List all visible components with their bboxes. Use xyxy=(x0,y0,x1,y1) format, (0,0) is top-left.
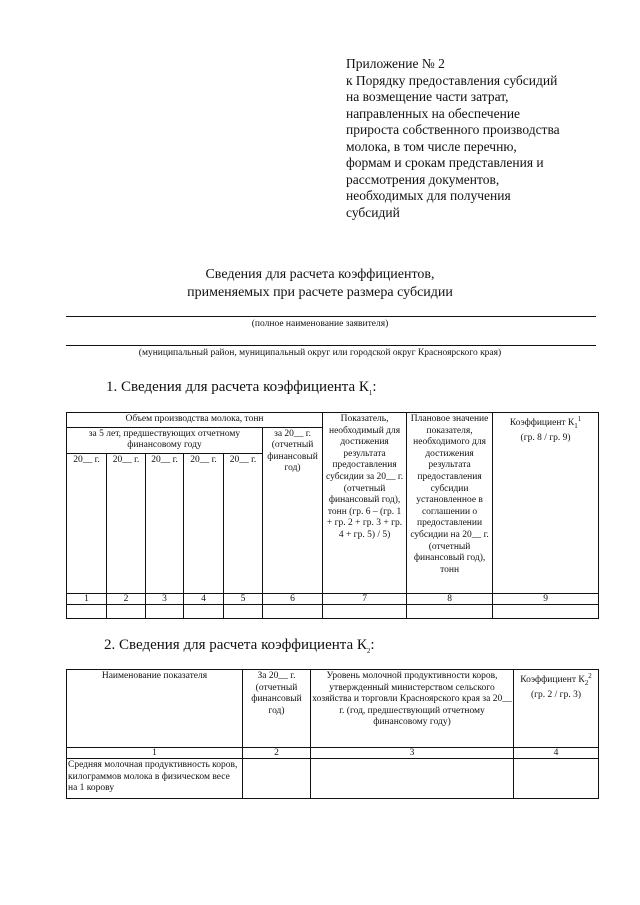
header-indicator-name: Наименование показателя xyxy=(67,670,243,748)
title-line-1: Сведения для расчета коэффициентов, xyxy=(205,267,435,282)
coef-formula: (гр. 2 / гр. 3) xyxy=(530,689,581,700)
coef-subscript: 1 xyxy=(574,422,578,431)
column-number: 1 xyxy=(67,593,107,604)
section-2-title-subscript: 2 xyxy=(366,647,371,655)
header-year-cell: 20__ г. xyxy=(67,453,107,593)
appendix-line: направленных на обеспечение xyxy=(346,105,521,121)
coef-subscript: 2 xyxy=(584,679,589,688)
data-cell[interactable] xyxy=(407,604,493,618)
header-coefficient-k1 xyxy=(493,413,599,594)
column-number: 8 xyxy=(407,593,493,604)
coef-label: Коэффициент К xyxy=(520,675,585,686)
header-planned-value: Плановое значение показателя, необходимого для достижения результата предоставления субсидии установленное в соглашении о предоставлении субсидии на 20__ г. (отчетный финансовый год), тонн xyxy=(407,413,493,594)
section-1-title-subscript: 1 xyxy=(368,389,373,397)
column-number: 2 xyxy=(243,748,311,759)
data-cell[interactable] xyxy=(146,604,184,618)
appendix-block xyxy=(346,56,606,221)
appendix-line: субсидий xyxy=(346,204,400,220)
table-coefficient-k2 xyxy=(66,669,599,799)
table-row xyxy=(67,604,599,618)
section-1-title xyxy=(106,379,377,397)
appendix-line: Приложение № 2 xyxy=(346,56,445,71)
document-title xyxy=(0,266,640,302)
appendix-line: формам и срокам представления и xyxy=(346,155,544,170)
title-line-2: применяемых при расчете размера субсидии xyxy=(187,285,453,300)
data-cell[interactable] xyxy=(243,759,311,799)
appendix-line: необходимых для получения xyxy=(346,188,511,203)
column-number: 9 xyxy=(493,593,599,604)
coef-footnote: 1 xyxy=(577,415,582,423)
header-reporting-year: за 20__ г. (отчетный финансовый год) xyxy=(263,427,323,593)
applicant-caption: (полное наименование заявителя) xyxy=(251,319,389,329)
column-number: 2 xyxy=(107,593,146,604)
coef-label: Коэффициент К xyxy=(509,418,575,429)
column-number: 3 xyxy=(146,593,184,604)
section-1-title-colon: : xyxy=(372,379,377,395)
section-2-title-text: 2. Сведения для расчета коэффициента К xyxy=(104,637,367,653)
data-cell[interactable] xyxy=(311,759,514,799)
section-2-title-colon: : xyxy=(370,637,375,653)
applicant-name-line xyxy=(66,316,596,317)
table-coefficient-k1 xyxy=(66,412,599,619)
data-cell[interactable] xyxy=(224,604,263,618)
column-number: 7 xyxy=(323,593,407,604)
section-1-title-text: 1. Сведения для расчета коэффициента К xyxy=(106,379,369,395)
municipality-line xyxy=(66,345,596,346)
column-number: 6 xyxy=(263,593,323,604)
column-number: 4 xyxy=(514,748,599,759)
header-indicator: Показатель, необходимый для достижения результата предоставления субсидии за 20__ г. (отчетный финансовый год), тонн (гр. 6 – (гр. 1 + гр. 2 + гр. 3 + гр. 4 + гр. 5) / 5) xyxy=(323,413,407,594)
header-five-years: за 5 лет, предшествующих отчетному финансовому году xyxy=(67,427,263,453)
appendix-line: рассмотрения документов, xyxy=(346,171,500,187)
data-cell[interactable] xyxy=(514,759,599,799)
data-cell[interactable] xyxy=(493,604,599,618)
header-year-cell: 20__ г. xyxy=(107,453,146,593)
appendix-line: прироста собственного производства xyxy=(346,122,560,137)
row-label: Средняя молочная продуктивность коров, килограммов молока в физическом весе на 1 корову xyxy=(67,759,243,799)
data-cell[interactable] xyxy=(184,604,224,618)
appendix-line: молока, в том числе перечню, xyxy=(346,138,517,154)
appendix-line: к Порядку предоставления субсидий xyxy=(346,72,558,88)
header-production-volume: Объем производства молока, тонн xyxy=(67,413,323,428)
header-productivity-level: Уровень молочной продуктивности коров, утвержденный министерством сельского хозяйства и торговли Красноярского края за 20__ г. (год, предшествующий отчетному финансовому году) xyxy=(311,670,514,748)
header-reporting-year: За 20__ г. (отчетный финансовый год) xyxy=(243,670,311,748)
coef-formula: (гр. 8 / гр. 9) xyxy=(520,432,571,443)
header-coefficient-k2 xyxy=(514,670,599,748)
header-year-cell: 20__ г. xyxy=(146,453,184,593)
coef-footnote: 2 xyxy=(588,672,592,680)
section-2-title xyxy=(104,637,375,655)
column-number: 3 xyxy=(311,748,514,759)
data-cell[interactable] xyxy=(263,604,323,618)
header-year-cell: 20__ г. xyxy=(224,453,263,593)
table-row xyxy=(67,759,599,799)
municipality-caption: (муниципальный район, муниципальный округ или городской округ Красноярского края) xyxy=(138,348,502,358)
column-number: 5 xyxy=(224,593,263,604)
header-year-cell: 20__ г. xyxy=(184,453,224,593)
column-number: 1 xyxy=(67,748,243,759)
column-number: 4 xyxy=(184,593,224,604)
data-cell[interactable] xyxy=(67,604,107,618)
data-cell[interactable] xyxy=(107,604,146,618)
data-cell[interactable] xyxy=(323,604,407,618)
appendix-line: на возмещение части затрат, xyxy=(346,89,509,104)
